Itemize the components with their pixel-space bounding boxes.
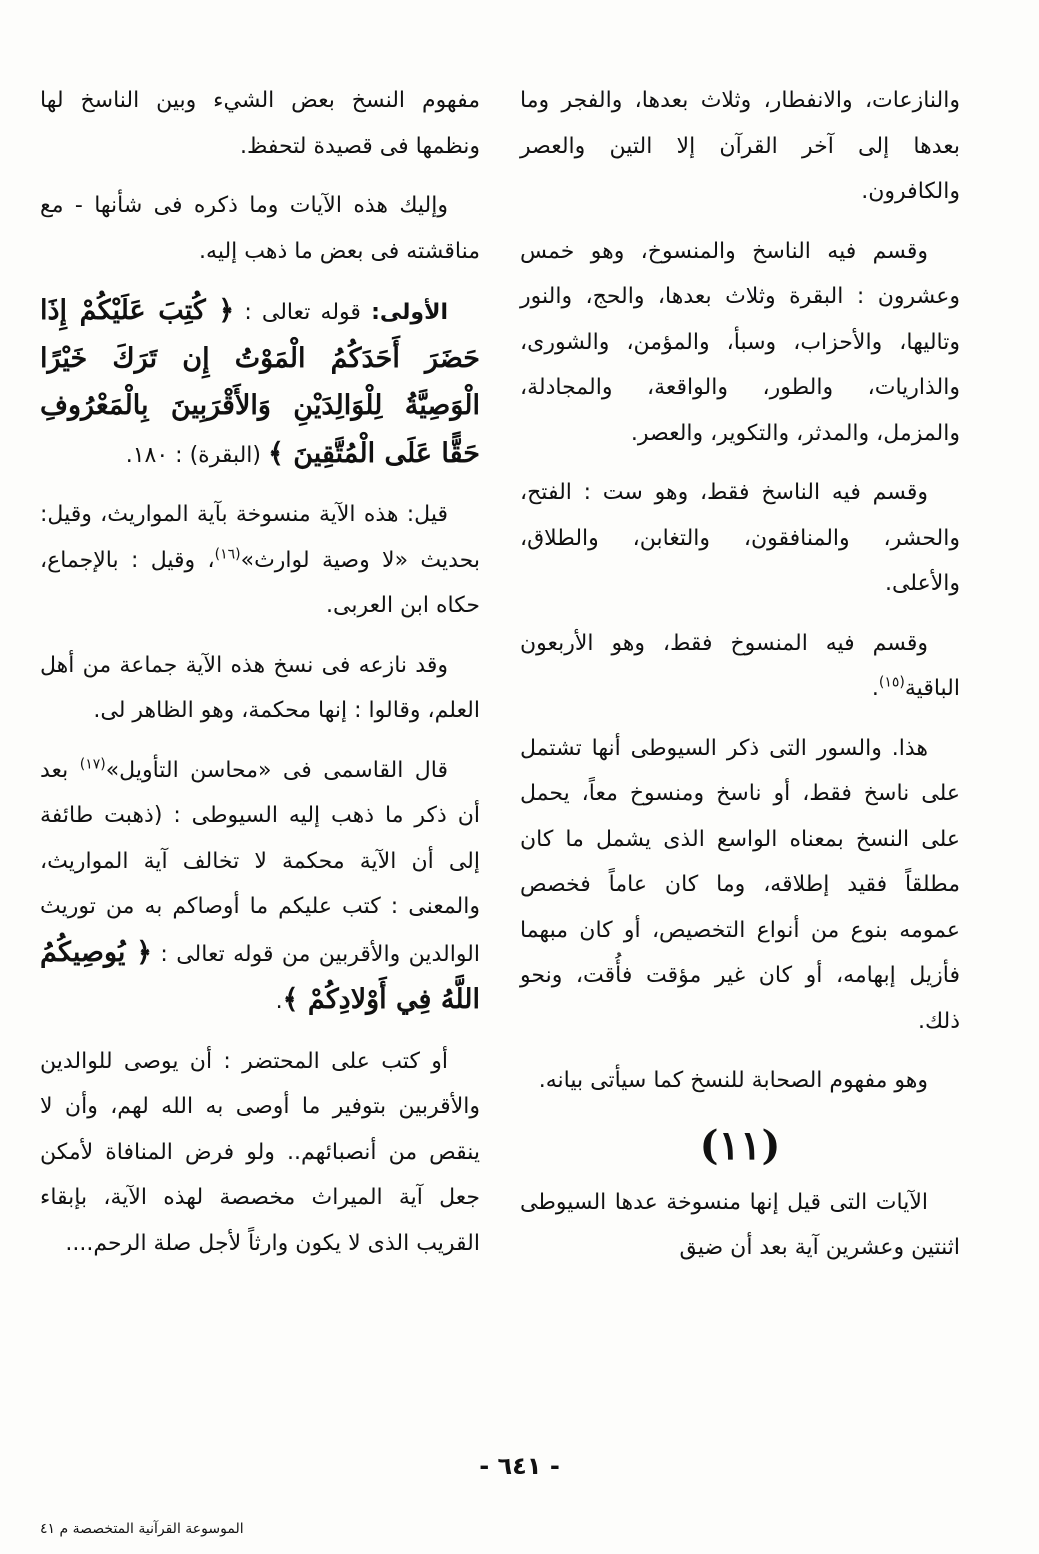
paragraph: [40, 492, 480, 629]
paragraph-text: وقسم فيه المنسوخ فقط، وهو الأربعون الباقية: [520, 630, 960, 701]
paragraph: وإليك هذه الآيات وما ذكره فى شأنها - مع مناقشته فى بعض ما ذهب إليه.: [40, 193, 480, 264]
footnote-ref: (١٦): [214, 546, 241, 563]
paragraph-text: بعد أن ذكر ما ذهب إليه السيوطى : (ذهبت طائفة إلى أن الآية محكمة لا تخالف آية المواريث، والمعنى : كتب عليكم ما أوصاكم به من توريث الوالدين والأقربين من قوله تعالى :: [40, 757, 480, 967]
paragraph-text: قال القاسمى فى «محاسن التأويل»: [105, 757, 448, 783]
paragraph-text: قيل: هذه الآية منسوخة بآية المواريث، وقيل: بحديث «لا وصية لوارث»: [40, 502, 480, 573]
left-column: [40, 78, 480, 1280]
footnote-ref: (١٥): [878, 674, 905, 691]
paragraph: أو كتب على المحتضر : أن يوصى للوالدين والأقربين بتوفير ما أوصى به الله لهم، وأن لا ينقص من أنصبائهم.. ولو فرض المنافاة لأمكن جعل آية الميراث مخصصة لهذه الآية، بإبقاء القريب الذى لا يكون وارثاً لأجل صلة الرحم....: [40, 1048, 480, 1256]
item-heading: الأولى:: [371, 300, 449, 325]
right-column: [520, 78, 960, 1285]
verse-citation: (البقرة) : ١٨٠.: [125, 442, 268, 468]
paragraph: والنازعات، والانفطار، وثلاث بعدها، والفجر وما بعدها إلى آخر القرآن إلا التين والعصر والكافرون.: [520, 88, 960, 204]
quran-verse: ﴿ يُوصِيكُمُ اللَّهُ فِي أَوْلادِكُمْ ﴾: [40, 936, 480, 1015]
paragraph: هذا. والسور التى ذكر السيوطى أنها تشتمل على ناسخ فقط، أو ناسخ ومنسوخ معاً، يحمل على النسخ بمعناه الواسع الذى يشمل ما كان مطلقاً فقيد إطلاقه، وما كان عاماً فخصص عمومه بنوع من أنواع التخصيص، أو كان مبهما فأزيل إبهامه، أو كان غير مؤقت فأُقت، ونحو ذلك.: [520, 735, 960, 1034]
paragraph-text: قوله تعالى :: [234, 300, 372, 325]
section-number: (١١): [699, 1121, 781, 1169]
paragraph-text: ، وقيل : بالإجماع، حكاه ابن العربى.: [40, 547, 480, 618]
paragraph: وقد نازعه فى نسخ هذه الآية جماعة من أهل العلم، وقالوا : إنها محكمة، وهو الظاهر لى.: [40, 652, 480, 723]
paragraph: الآيات التى قيل إنها منسوخة عدها السيوطى اثنتين وعشرين آية بعد أن ضيق: [520, 1189, 960, 1260]
paragraph: وقسم فيه الناسخ والمنسوخ، وهو خمس وعشرون : البقرة وثلاث بعدها، والحج، والنور وتاليها، والأحزاب، وسبأ، والمؤمن، والشورى، والذاريات، والطور، والواقعة، والمجادلة، والمزمل، والمدثر، والتكوير، والعصر.: [520, 238, 960, 446]
paragraph: [520, 621, 960, 712]
page-number: - ٦٤١ -: [479, 1452, 560, 1480]
paragraph: [40, 288, 480, 478]
footnote-ref: (١٧): [79, 756, 106, 773]
punctuation: .: [275, 989, 283, 1014]
paragraph: [40, 748, 480, 1025]
footer-note: الموسوعة القرآنية المتخصصة م ٤١: [40, 1521, 244, 1537]
paragraph: مفهوم النسخ بعض الشيء وبين الناسخ لها ونظمها فى قصيدة لتحفظ.: [40, 88, 480, 159]
paragraph: وقسم فيه الناسخ فقط، وهو ست : الفتح، والحشر، والمنافقون، والتغابن، والطلاق، والأعلى.: [520, 480, 960, 596]
quran-verse: ﴿ كُتِبَ عَلَيْكُمْ إِذَا حَضَرَ أَحَدَكُمُ الْمَوْتُ إِن تَرَكَ خَيْرًا الْوَصِيَّةُ لِلْوَالِدَيْنِ وَالأَقْرَبِينَ بِالْمَعْرُوفِ حَقًّا عَلَى الْمُتَّقِينَ ﴾: [40, 295, 480, 469]
punctuation: .: [871, 676, 879, 701]
paragraph: وهو مفهوم الصحابة للنسخ كما سيأتى بيانه.: [538, 1068, 928, 1093]
